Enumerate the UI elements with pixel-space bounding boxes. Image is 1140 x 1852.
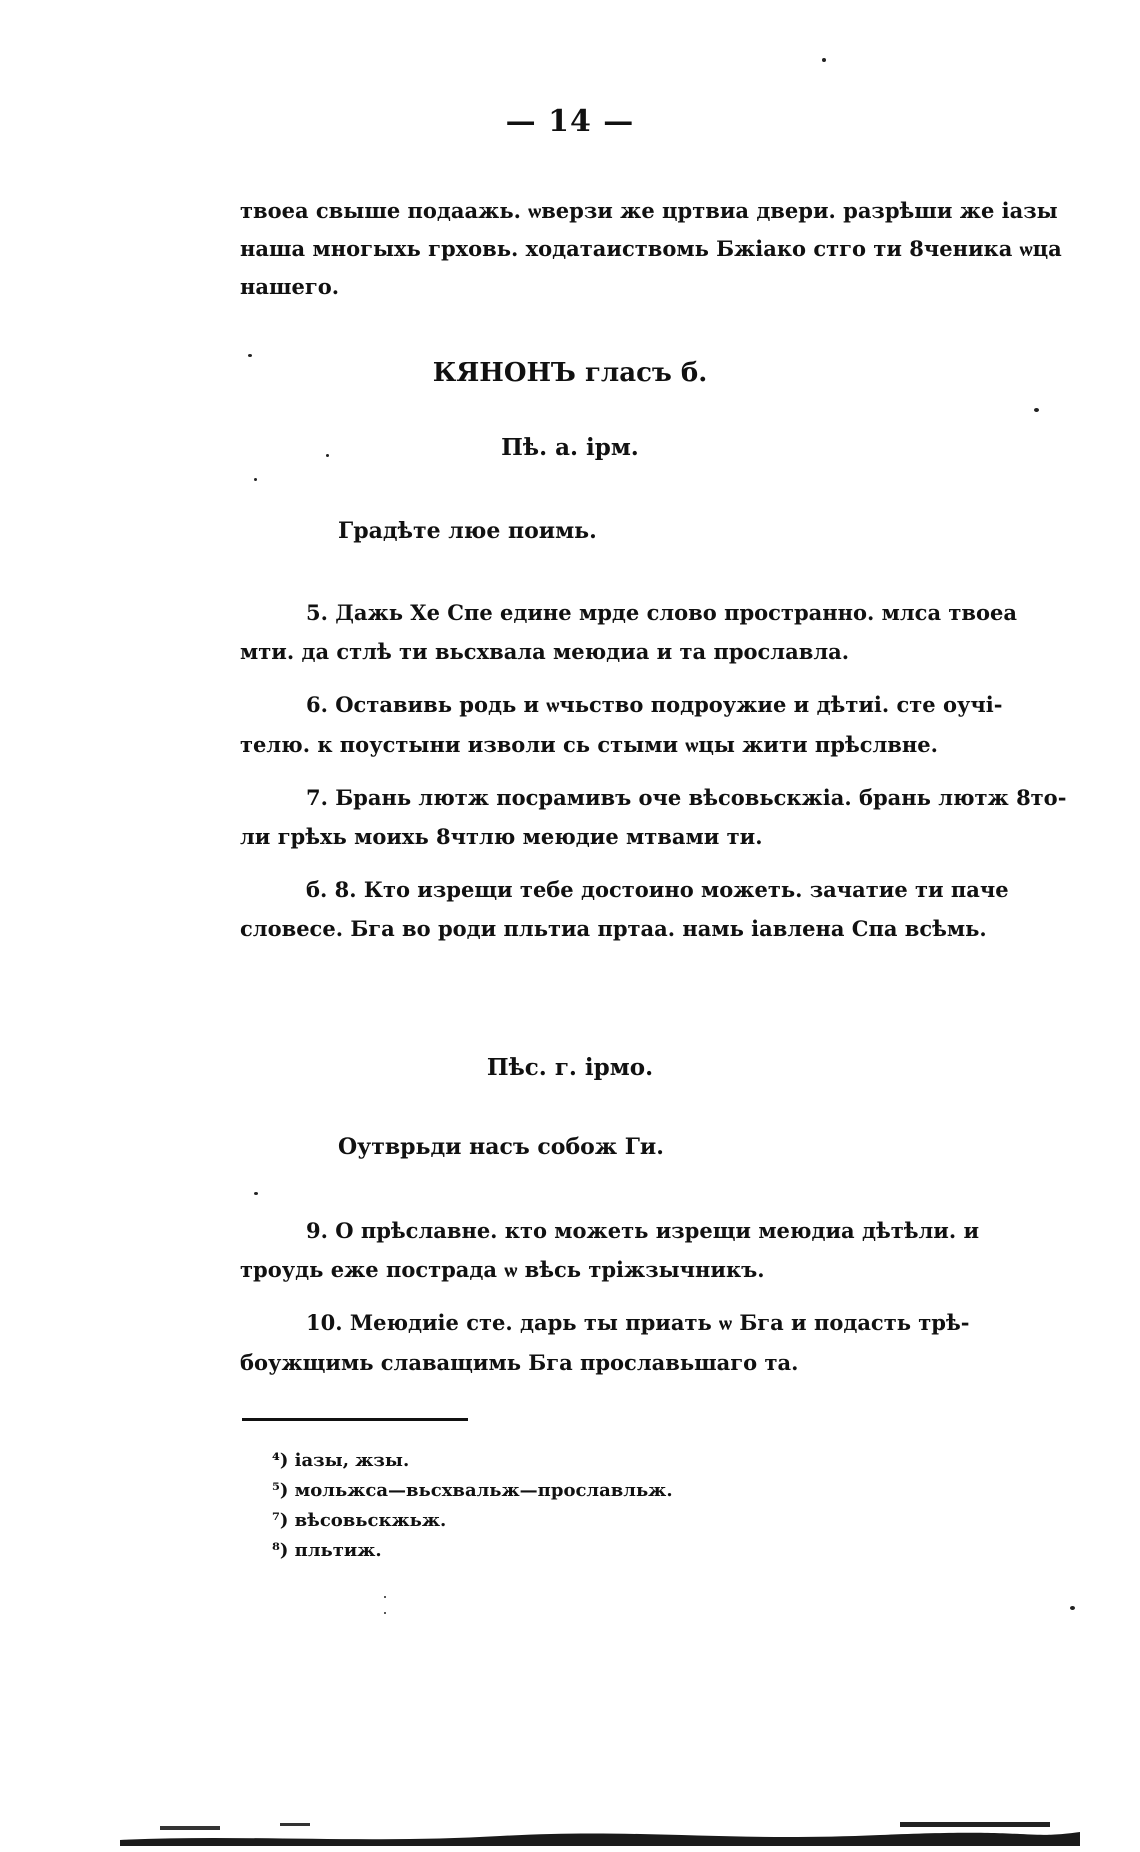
page-number: — 14 — <box>505 104 635 139</box>
footnote-5: ⁵) мольжса—вьсхвальж—прославльж. <box>272 1480 673 1501</box>
scan-speck <box>248 354 252 357</box>
ode3-verses <box>240 1218 1058 1375</box>
footnote-4: ⁴) iазы, жзы. <box>272 1450 410 1471</box>
verse-line: словесе. Бга во роди пльтиа пртаа. намь iавлена Спа всѣмь. <box>240 916 987 942</box>
verse-line: б. 8. Кто изрещи тебе достоино можеть. зачатие ти паче <box>306 877 1009 903</box>
verse-line: боужщимь славащимь Бга прославьшаго тa. <box>240 1349 799 1375</box>
verse-line: троудь еже пострада ѡ вѣсь трiжзычникъ. <box>240 1257 765 1283</box>
scan-speck <box>384 1612 386 1614</box>
footnote-divider <box>242 1418 468 1421</box>
verse-b8 <box>240 877 1058 941</box>
scan-speck <box>254 1192 258 1195</box>
verse-line: 7. Брань лютж посрамивъ оче вѣсовьскжiа. брань лютж 8то- <box>306 784 1067 810</box>
verse-7 <box>240 784 1067 849</box>
scan-speck <box>1070 1606 1075 1610</box>
verse-line: ли грѣхь моихь 8чтлю меюдие мтвами ти. <box>240 823 763 849</box>
verse-5 <box>240 600 1058 664</box>
ode1-verses <box>240 600 1067 942</box>
intro-paragraph <box>240 198 1062 300</box>
verse-line: мти. да стлѣ ти вьсхвала меюдиа и тa прославлa. <box>240 639 850 665</box>
verse-line: телю. к поустыни изволи сь стыми ѡцы жити прѣслвне. <box>240 731 938 757</box>
scan-speck <box>1034 408 1039 412</box>
intro-line-1: твоеа свыше подаажь. ѡверзи же цртвиа двери. разрѣши же iазы <box>240 198 1058 223</box>
canon-title: КЯНОНЪ гласъ б. <box>432 358 708 388</box>
verse-line: 9. О прѣславне. кто можеть изрещи меюдиа дѣтѣли. и <box>306 1218 980 1243</box>
ode1-irmos: Градѣте люе поимь. <box>338 518 597 544</box>
scan-speck <box>384 1596 386 1598</box>
verse-line: 10. Меюдиiе сте. дарь ты приать ѡ Бга и подасть трѣ- <box>306 1310 970 1336</box>
verse-9 <box>240 1218 1058 1282</box>
verse-6 <box>240 692 1058 756</box>
verse-10 <box>240 1310 1058 1374</box>
ode3-title: Пѣс. г. iрмо. <box>486 1054 654 1081</box>
footnote-8: ⁸) пльтиж. <box>272 1540 382 1561</box>
scan-speck <box>254 478 257 481</box>
intro-line-2: наша многыхь грховь. ходатаиствомь Бжiако стго ти 8ченика ѡца <box>240 236 1062 262</box>
verse-line: 5. Дажь Хе Спе едине мрде слово пространно. млса твоеа <box>306 600 1017 625</box>
intro-line-3: нашего. <box>240 274 340 300</box>
footnote-7: ⁷) вѣсовьскжьж. <box>272 1510 447 1531</box>
scan-bottom-edge <box>120 1820 1080 1846</box>
scan-speck <box>822 58 826 62</box>
ode1-title: Пѣ. а. iрм. <box>501 434 639 461</box>
ode3-irmos: Оутврьди насъ собож Ги. <box>338 1134 664 1160</box>
scan-speck <box>326 454 329 457</box>
verse-line: 6. Оставивь родь и ѡчьство подроужие и дѣтиi. сте оучi- <box>306 692 1003 718</box>
footnotes <box>272 1446 673 1566</box>
